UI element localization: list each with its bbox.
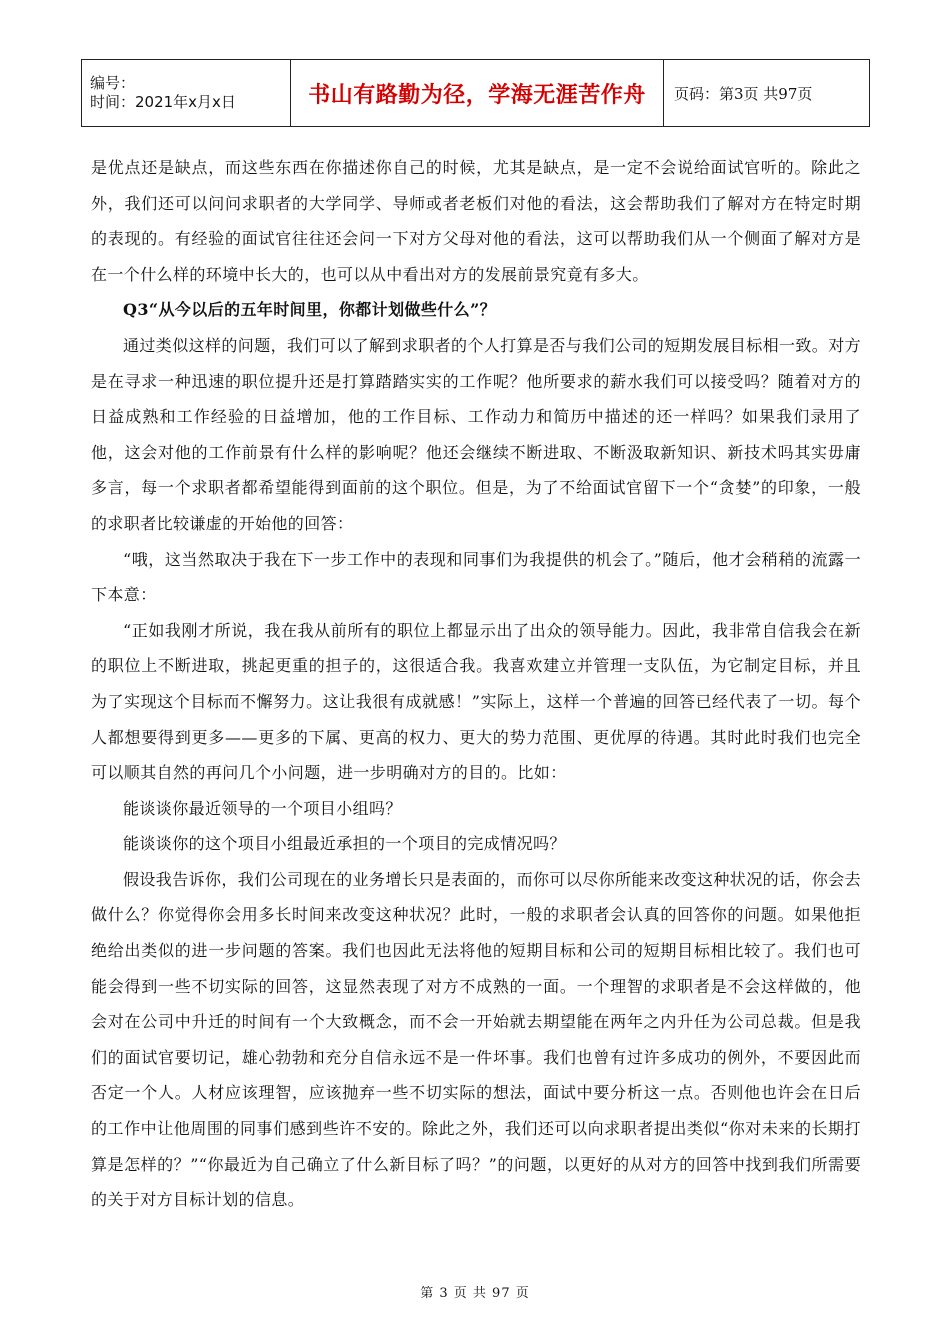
page-footer: 第 3 页 共 97 页 (420, 1286, 530, 1301)
paragraph-4: “正如我刚才所说，我在我从前所有的职位上都显示出了出众的领导能力。因此，我非常自信我会在新的职位上不断进取，挑起更重的担子的，这很适合我。我喜欢建立并管理一支队伍，为它制定目标，并且为了实现这个目标而不懈努力。这让我很有成就感！”实际上，这样一个普遍的回答已经代表了一切。每个人都想要得到更多——更多的下属、更高的权力、更大的势力范围、更优厚的待遇。其时此时我们也完全可以顺其自然的再问几个小问题，进一步明确对方的目的。比如： (91, 620, 861, 783)
header-motto-cell (291, 60, 664, 127)
question-item-1: 能谈谈你最近领导的一个项目小组吗？ (123, 798, 402, 818)
paragraph-2: 通过类似这样的问题，我们可以了解到求职者的个人打算是否与我们公司的短期发展目标相一致。对方是在寻求一种迅速的职位提升还是打算踏踏实实的工作呢？他所要求的薪水我们可以接受吗？随着对方的日益成熟和工作经验的日益增加，他的工作目标、工作动力和简历中描述的还一样吗？如果我们录用了他，这会对他的工作前景有什么样的影响呢？他还会继续不断进取、不断汲取新知识、新技术吗其实毋庸多言，每一个求职者都希望能得到面前的这个职位。但是，为了不给面试官留下一个“贪婪”的印象，一般的求职者比较谦虚的开始他的回答： (91, 335, 862, 533)
number-label: 编号： (90, 74, 136, 92)
paragraph-5: 假设我告诉你，我们公司现在的业务增长只是表面的，而你可以尽你所能来改变这种状况的话，你会去做什么？你觉得你会用多长时间来改变这种状况？此时，一般的求职者会认真的回答你的问题。如果他拒绝给出类似的进一步问题的答案。我们也因此无法将他的短期目标和公司的短期目标相比较了。我们也可能会得到一些不切实际的回答，这显然表现了对方不成熟的一面。一个理智的求职者是不会这样做的，他会对在公司中升迁的时间有一个大致概念，而不会一开始就去期望能在两年之内升任为公司总裁。但是我们的面试官要切记，雄心勃勃和充分自信永远不是一件坏事。我们也曾有过许多成功的例外，不要因此而否定一个人。人材应该理智，应该抛弃一些不切实际的想法，面试中要分析这一点。否则他也许会在日后的工作中让他周围的同事们感到些许不安的。除此之外，我们还可以向求职者提出类似“你对未来的长期打算是怎样的？”“你最近为自己确立了什么新目标了吗？”的问题，以更好的从对方的回答中找到我们所需要的关于对方目标计划的信息。 (91, 869, 862, 1210)
question-item-2: 能谈谈你的这个项目小组最近承担的一个项目的完成情况吗？ (123, 834, 566, 854)
section-heading-q3: Q3“从今以后的五年时间里，你都计划做些什么”？ (123, 300, 497, 320)
header-meta-cell (82, 60, 291, 127)
paragraph-3: “哦，这当然取决于我在下一步工作中的表现和同事们为我提供的机会了。”随后，他才会稍稍的流露一下本意： (91, 549, 861, 605)
page-header (81, 59, 870, 127)
header-page-info: 页码：第3页 共97页 (664, 60, 870, 127)
motto-text: 书山有路勤为径，学海无涯苦作舟 (308, 81, 646, 108)
document-body (91, 150, 861, 1218)
paragraph-1: 是优点还是缺点，而这些东西在你描述你自己的时候，尤其是缺点，是一定不会说给面试官听的。除此之外，我们还可以问问求职者的大学同学、导师或者老板们对他的看法，这会帮助我们了解对方在特定时期的表现的。有经验的面试官往往还会问一下对方父母对他的看法，这可以帮助我们从一个侧面了解对方是在一个什么样的环境中长大的，也可以从中看出对方的发展前景究竟有多大。 (91, 158, 861, 284)
date-label: 时间：2021年x月x日 (90, 93, 236, 111)
